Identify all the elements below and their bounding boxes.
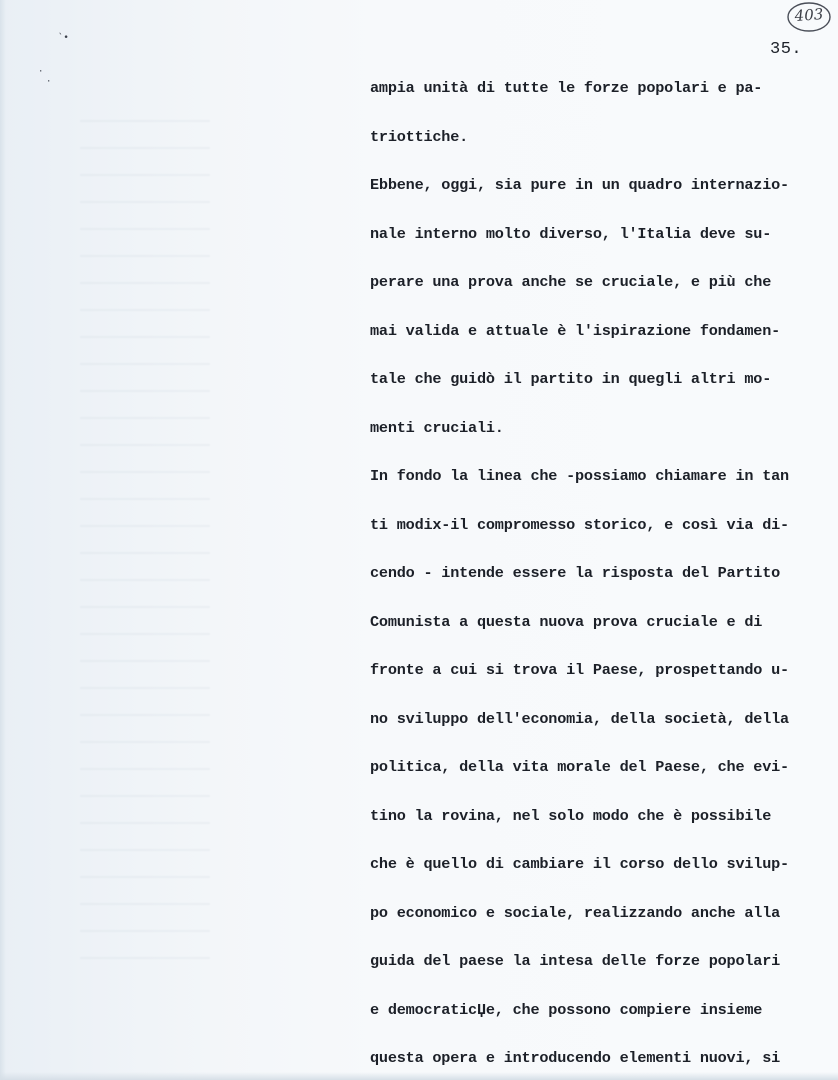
text-line: mai valida e attuale è l'ispirazione fondamen- (370, 321, 781, 340)
text-line: Comunista a questa nuova prova cruciale e di (370, 612, 763, 631)
text-line: nale interno molto diverso, l'Italia deve su- (370, 224, 772, 243)
text-line: politica, della vita morale del Paese, che evi- (370, 758, 789, 776)
text-line: e democraticЏe, che possono compiere insieme (370, 1000, 763, 1019)
text-line: tale che guidò il partito in quegli altri mo- (370, 370, 772, 388)
archive-stamp-number: 403 (794, 5, 824, 25)
archive-stamp (784, 0, 834, 34)
text-line: Ebbene, oggi, sia pure in un quadro internazio- (370, 176, 789, 194)
show-through-bleed (80, 120, 210, 960)
text-line: perare una prova anche se cruciale, e più che (370, 273, 772, 291)
margin-mark: `• (58, 33, 69, 43)
text-line: menti cruciali. (370, 418, 504, 437)
text-line: fronte a cui si trova il Paese, prospettando u- (370, 661, 789, 679)
margin-mark: · (38, 67, 44, 77)
text-line: no sviluppo dell'economia, della società, della (370, 709, 789, 728)
text-line: ti modix-il compromesso storico, e così via di- (370, 515, 789, 534)
page-left-edge (0, 0, 6, 1080)
text-line: ampia unità di tutte le forze popolari e pa- (370, 79, 763, 97)
text-line: cendo - intende essere la risposta del Partito (370, 564, 781, 582)
text-line: triottiche. (370, 127, 469, 146)
text-line: questa opera e introducendo elementi nuovi, si (370, 1049, 781, 1067)
text-line: tino la rovina, nel solo modo che è possibile (370, 806, 772, 825)
typewritten-body (370, 76, 830, 1080)
page-number: 35. (770, 40, 803, 59)
text-line: In fondo la linea che -possiamo chiamare in tan (370, 467, 789, 485)
margin-mark: · (46, 77, 52, 87)
text-line: guida del paese la intesa delle forze popolari (370, 952, 781, 970)
text-line: che è quello di cambiare il corso dello svilup- (370, 855, 789, 873)
text-line: po economico e sociale, realizzando anche alla (370, 903, 781, 922)
